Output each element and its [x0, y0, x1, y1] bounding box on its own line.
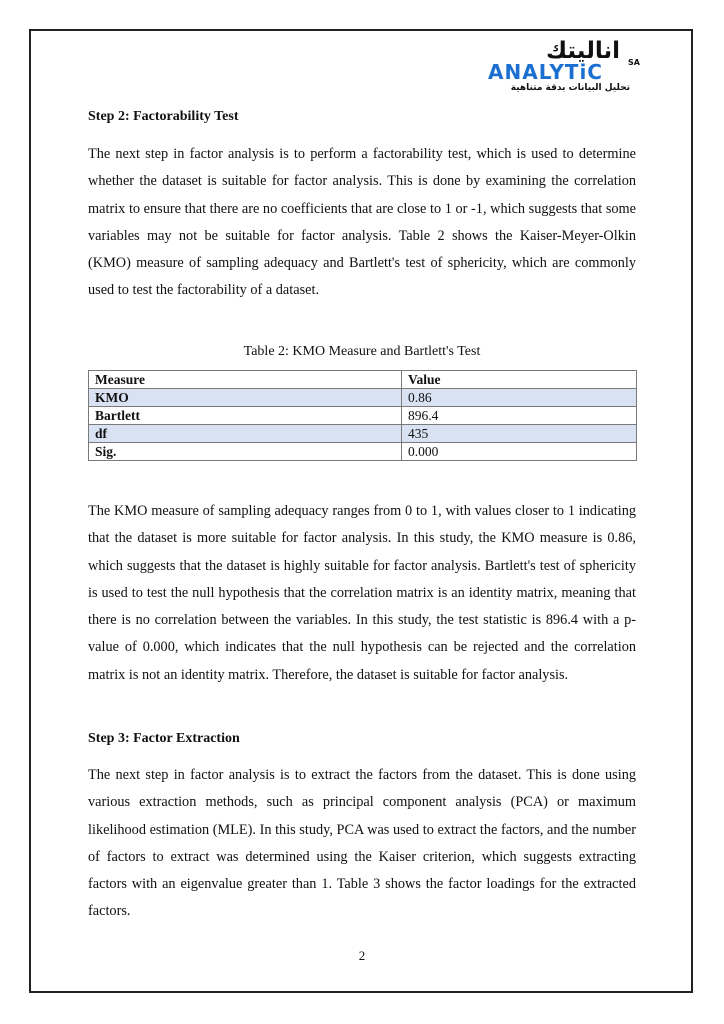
row-measure: Bartlett	[89, 407, 402, 425]
logo-arabic-name: اناليتك	[546, 38, 620, 64]
row-value: 896.4	[402, 407, 637, 425]
logo-suffix: SA	[628, 58, 640, 67]
kmo-bartlett-table	[88, 370, 637, 461]
row-value: 435	[402, 425, 637, 443]
row-value: 0.86	[402, 389, 637, 407]
row-measure: KMO	[89, 389, 402, 407]
company-logo	[488, 38, 640, 96]
step2-paragraph: The next step in factor analysis is to perform a factorability test, which is used to determine whether the dataset is suitable for factor analysis. This is done by examining the correlation matrix to ensure that there are no coefficients that are close to 1 or -1, which suggests that some variables may not be suitable for factor analysis. Table 2 shows the Kaiser-Meyer-Olkin (KMO) measure of sampling adequacy and Bartlett's test of sphericity, which are commonly used to test the factorability of a dataset.	[88, 146, 636, 299]
row-measure: df	[89, 425, 402, 443]
table-row	[89, 443, 637, 461]
header-value: Value	[402, 371, 637, 389]
logo-english-name: ANALYTiC	[488, 60, 603, 84]
step3-heading: Step 3: Factor Extraction	[88, 731, 240, 746]
table-row	[89, 389, 637, 407]
table-header-row	[89, 371, 637, 389]
row-measure: Sig.	[89, 443, 402, 461]
page-number: 2	[358, 948, 366, 963]
step3-paragraph: The next step in factor analysis is to extract the factors from the dataset. This is done using various extraction methods, such as principal component analysis (PCA) or maximum likelihood estimation (MLE). In this study, PCA was used to extract the factors, and the number of factors to extract was determined using the Kaiser criterion, which suggests extracting factors with an eigenvalue greater than 1. Table 3 shows the factor loadings for the extracted factors.	[88, 767, 636, 920]
logo-tagline: تحليل البيانات بدقة متناهية	[510, 83, 630, 93]
table-row	[89, 407, 637, 425]
header-measure: Measure	[89, 371, 402, 389]
row-value: 0.000	[402, 443, 637, 461]
table2-caption: Table 2: KMO Measure and Bartlett's Test	[243, 344, 481, 359]
kmo-discussion-paragraph: The KMO measure of sampling adequacy ranges from 0 to 1, with values closer to 1 indicating that the dataset is more suitable for factor analysis. In this study, the KMO measure is 0.86, which suggests that the dataset is highly suitable for factor analysis. Bartlett's test of sphericity is used to test the null hypothesis that the correlation matrix is an identity matrix, meaning that there is no correlation between the variables. In this study, the test statistic is 896.4 with a p-value of 0.000, which indicates that the null hypothesis can be rejected and the correlation matrix is not an identity matrix. Therefore, the dataset is suitable for factor analysis.	[88, 503, 636, 683]
step2-heading: Step 2: Factorability Test	[88, 109, 239, 124]
table-row	[89, 425, 637, 443]
